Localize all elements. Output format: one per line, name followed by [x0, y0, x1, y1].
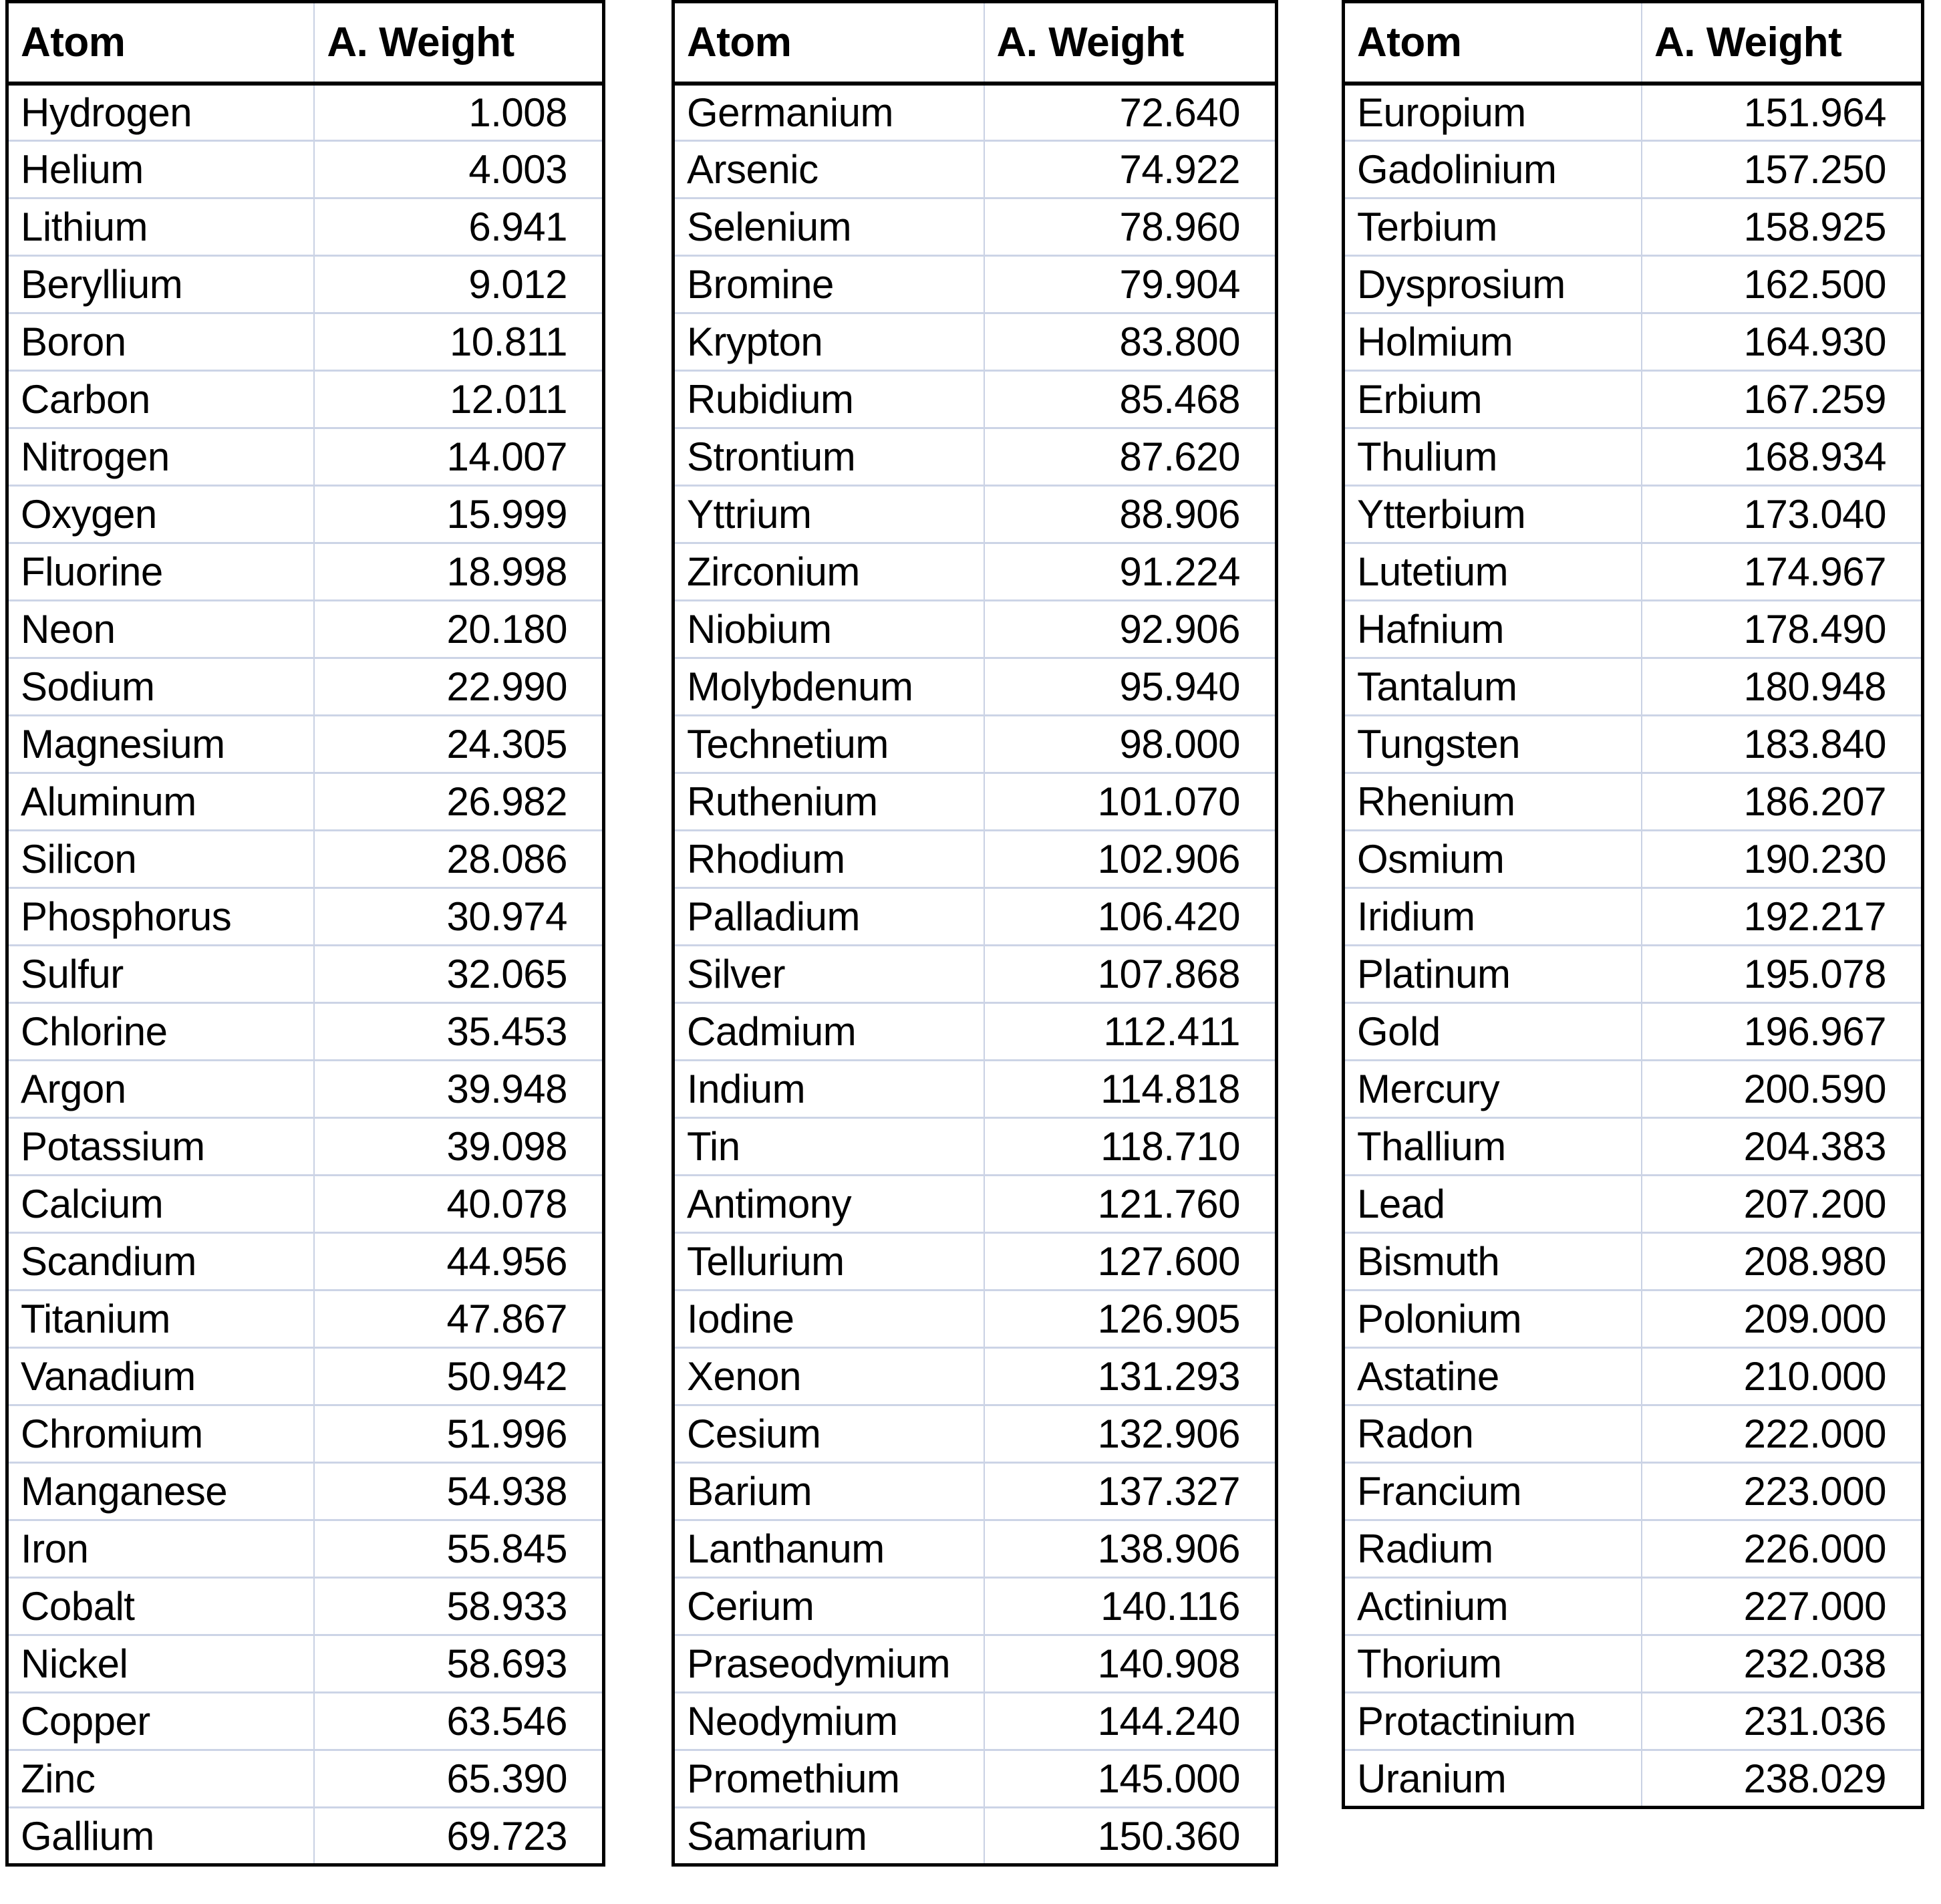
- atom-name-cell: Polonium: [1344, 1290, 1642, 1348]
- table-row: [7, 486, 604, 543]
- table-3-header: [1344, 2, 1923, 84]
- atomic-weight-cell: 106.420: [984, 888, 1277, 946]
- table-row: [1344, 888, 1923, 946]
- atom-name-cell: Bromine: [674, 256, 984, 313]
- table-row: [7, 198, 604, 256]
- atomic-weight-cell: 162.500: [1642, 256, 1923, 313]
- atom-name-cell: Magnesium: [7, 716, 315, 773]
- atomic-weight-cell: 207.200: [1642, 1176, 1923, 1233]
- atom-name-cell: Iodine: [674, 1290, 984, 1348]
- atomic-weight-cell: 208.980: [1642, 1233, 1923, 1290]
- atom-name-cell: Thallium: [1344, 1118, 1642, 1176]
- table-row: [1344, 1520, 1923, 1578]
- atom-name-cell: Thorium: [1344, 1635, 1642, 1693]
- atom-name-cell: Tantalum: [1344, 658, 1642, 716]
- atom-name-cell: Yttrium: [674, 486, 984, 543]
- atom-name-cell: Iron: [7, 1520, 315, 1578]
- atomic-weight-cell: 186.207: [1642, 773, 1923, 831]
- atomic-weight-cell: 4.003: [314, 141, 603, 198]
- table-row: [7, 1463, 604, 1520]
- table-row: [674, 1405, 1277, 1463]
- atom-name-cell: Vanadium: [7, 1348, 315, 1405]
- table-row: [1344, 141, 1923, 198]
- atomic-weight-cell: 150.360: [984, 1808, 1277, 1865]
- atom-name-cell: Aluminum: [7, 773, 315, 831]
- atom-name-cell: Potassium: [7, 1118, 315, 1176]
- table-row: [7, 1405, 604, 1463]
- atomic-weight-cell: 10.811: [314, 313, 603, 371]
- atom-name-cell: Ruthenium: [674, 773, 984, 831]
- table-row: [7, 1808, 604, 1865]
- atomic-weight-cell: 20.180: [314, 601, 603, 658]
- table-row: [1344, 84, 1923, 141]
- table-row: [7, 1233, 604, 1290]
- column-header-atomic-weight: A. Weight: [984, 2, 1277, 84]
- table-row: [1344, 1463, 1923, 1520]
- atomic-weight-cell: 85.468: [984, 371, 1277, 428]
- atomic-weight-cell: 87.620: [984, 428, 1277, 486]
- atomic-weight-cell: 167.259: [1642, 371, 1923, 428]
- atomic-weight-cell: 204.383: [1642, 1118, 1923, 1176]
- atomic-weight-cell: 54.938: [314, 1463, 603, 1520]
- table-row: [7, 1578, 604, 1635]
- table-row: [674, 543, 1277, 601]
- atomic-weight-cell: 178.490: [1642, 601, 1923, 658]
- table-3-body: [1344, 84, 1923, 1808]
- table-row: [674, 1520, 1277, 1578]
- atomic-weight-table-1: [5, 0, 605, 1867]
- table-row: [7, 1693, 604, 1750]
- atom-name-cell: Neodymium: [674, 1693, 984, 1750]
- atom-name-cell: Sulfur: [7, 946, 315, 1003]
- atomic-weight-cell: 195.078: [1642, 946, 1923, 1003]
- atom-name-cell: Astatine: [1344, 1348, 1642, 1405]
- atomic-weight-cell: 183.840: [1642, 716, 1923, 773]
- table-row: [674, 888, 1277, 946]
- atom-name-cell: Bismuth: [1344, 1233, 1642, 1290]
- table-row: [1344, 371, 1923, 428]
- table-row: [674, 198, 1277, 256]
- atomic-weight-cell: 102.906: [984, 831, 1277, 888]
- atom-name-cell: Oxygen: [7, 486, 315, 543]
- atom-name-cell: Zirconium: [674, 543, 984, 601]
- atomic-weight-cell: 40.078: [314, 1176, 603, 1233]
- atomic-weight-cell: 210.000: [1642, 1348, 1923, 1405]
- atomic-weight-cell: 12.011: [314, 371, 603, 428]
- atomic-weight-cell: 78.960: [984, 198, 1277, 256]
- atomic-weight-cell: 127.600: [984, 1233, 1277, 1290]
- atom-name-cell: Cesium: [674, 1405, 984, 1463]
- table-row: [1344, 946, 1923, 1003]
- table-row: [674, 1003, 1277, 1061]
- table-row: [1344, 1118, 1923, 1176]
- atom-name-cell: Nickel: [7, 1635, 315, 1693]
- atomic-weight-cell: 157.250: [1642, 141, 1923, 198]
- atomic-weight-cell: 137.327: [984, 1463, 1277, 1520]
- atomic-weight-cell: 55.845: [314, 1520, 603, 1578]
- atom-name-cell: Tellurium: [674, 1233, 984, 1290]
- atomic-weight-cell: 151.964: [1642, 84, 1923, 141]
- table-row: [7, 1118, 604, 1176]
- table-row: [7, 831, 604, 888]
- atomic-weight-cell: 174.967: [1642, 543, 1923, 601]
- column-header-atom: Atom: [674, 2, 984, 84]
- atom-name-cell: Beryllium: [7, 256, 315, 313]
- atomic-weight-cell: 196.967: [1642, 1003, 1923, 1061]
- table-2-body: [674, 84, 1277, 1865]
- atom-name-cell: Molybdenum: [674, 658, 984, 716]
- table-row: [674, 1635, 1277, 1693]
- table-row: [1344, 198, 1923, 256]
- atomic-weight-cell: 131.293: [984, 1348, 1277, 1405]
- atom-name-cell: Iridium: [1344, 888, 1642, 946]
- table-1-header: [7, 2, 604, 84]
- atomic-weight-cell: 58.693: [314, 1635, 603, 1693]
- atomic-weight-cell: 26.982: [314, 773, 603, 831]
- atom-name-cell: Cadmium: [674, 1003, 984, 1061]
- table-row: [674, 428, 1277, 486]
- table-row: [7, 1176, 604, 1233]
- table-row: [674, 831, 1277, 888]
- atom-name-cell: Manganese: [7, 1463, 315, 1520]
- atom-name-cell: Uranium: [1344, 1750, 1642, 1808]
- table-row: [7, 256, 604, 313]
- atom-name-cell: Mercury: [1344, 1061, 1642, 1118]
- atom-name-cell: Rhodium: [674, 831, 984, 888]
- atomic-weight-cell: 39.098: [314, 1118, 603, 1176]
- atomic-weight-table-3-wrapper: [1342, 0, 1924, 1809]
- atomic-weight-cell: 24.305: [314, 716, 603, 773]
- atom-name-cell: Gadolinium: [1344, 141, 1642, 198]
- table-row: [1344, 543, 1923, 601]
- atomic-weight-cell: 180.948: [1642, 658, 1923, 716]
- atom-name-cell: Technetium: [674, 716, 984, 773]
- atom-name-cell: Nitrogen: [7, 428, 315, 486]
- atomic-weight-cell: 50.942: [314, 1348, 603, 1405]
- atomic-weight-cell: 101.070: [984, 773, 1277, 831]
- atomic-weight-cell: 231.036: [1642, 1693, 1923, 1750]
- atomic-weight-cell: 35.453: [314, 1003, 603, 1061]
- table-row: [7, 428, 604, 486]
- table-row: [7, 1290, 604, 1348]
- atomic-weight-cell: 222.000: [1642, 1405, 1923, 1463]
- atomic-weight-cell: 140.908: [984, 1635, 1277, 1693]
- table-row: [7, 716, 604, 773]
- atomic-weight-cell: 227.000: [1642, 1578, 1923, 1635]
- table-row: [7, 141, 604, 198]
- table-row: [674, 1750, 1277, 1808]
- atomic-weight-cell: 1.008: [314, 84, 603, 141]
- atom-name-cell: Lanthanum: [674, 1520, 984, 1578]
- table-row: [1344, 831, 1923, 888]
- atom-name-cell: Praseodymium: [674, 1635, 984, 1693]
- atomic-weight-cell: 168.934: [1642, 428, 1923, 486]
- atomic-weight-cell: 69.723: [314, 1808, 603, 1865]
- atom-name-cell: Lithium: [7, 198, 315, 256]
- atom-name-cell: Carbon: [7, 371, 315, 428]
- atomic-weight-cell: 114.818: [984, 1061, 1277, 1118]
- atomic-weight-cell: 140.116: [984, 1578, 1277, 1635]
- atomic-weight-cell: 138.906: [984, 1520, 1277, 1578]
- atomic-weight-cell: 92.906: [984, 601, 1277, 658]
- table-row: [7, 371, 604, 428]
- atom-name-cell: Rubidium: [674, 371, 984, 428]
- table-row: [1344, 428, 1923, 486]
- atom-name-cell: Copper: [7, 1693, 315, 1750]
- atom-name-cell: Helium: [7, 141, 315, 198]
- table-row: [674, 1061, 1277, 1118]
- atomic-weight-table-3: [1342, 0, 1924, 1809]
- atom-name-cell: Boron: [7, 313, 315, 371]
- table-row: [674, 1808, 1277, 1865]
- atom-name-cell: Osmium: [1344, 831, 1642, 888]
- atomic-weight-cell: 145.000: [984, 1750, 1277, 1808]
- atom-name-cell: Protactinium: [1344, 1693, 1642, 1750]
- table-row: [7, 1635, 604, 1693]
- atomic-weight-cell: 98.000: [984, 716, 1277, 773]
- atomic-weight-cell: 107.868: [984, 946, 1277, 1003]
- atomic-weight-cell: 118.710: [984, 1118, 1277, 1176]
- atomic-weight-cell: 132.906: [984, 1405, 1277, 1463]
- atom-name-cell: Platinum: [1344, 946, 1642, 1003]
- table-row: [7, 1003, 604, 1061]
- column-header-atom: Atom: [7, 2, 315, 84]
- table-row: [1344, 658, 1923, 716]
- atom-name-cell: Radium: [1344, 1520, 1642, 1578]
- atomic-weight-cell: 238.029: [1642, 1750, 1923, 1808]
- atom-name-cell: Hydrogen: [7, 84, 315, 141]
- table-row: [1344, 716, 1923, 773]
- atom-name-cell: Europium: [1344, 84, 1642, 141]
- atom-name-cell: Chlorine: [7, 1003, 315, 1061]
- table-row: [7, 888, 604, 946]
- table-row: [674, 1233, 1277, 1290]
- atom-name-cell: Tin: [674, 1118, 984, 1176]
- table-row: [1344, 1233, 1923, 1290]
- atom-name-cell: Palladium: [674, 888, 984, 946]
- table-row: [7, 773, 604, 831]
- atomic-weight-cell: 88.906: [984, 486, 1277, 543]
- atom-name-cell: Hafnium: [1344, 601, 1642, 658]
- table-row: [1344, 601, 1923, 658]
- atom-name-cell: Promethium: [674, 1750, 984, 1808]
- atom-name-cell: Francium: [1344, 1463, 1642, 1520]
- atom-name-cell: Argon: [7, 1061, 315, 1118]
- table-row: [674, 716, 1277, 773]
- table-row: [674, 256, 1277, 313]
- table-row: [1344, 1348, 1923, 1405]
- atomic-weight-cell: 79.904: [984, 256, 1277, 313]
- atom-name-cell: Lead: [1344, 1176, 1642, 1233]
- table-row: [674, 658, 1277, 716]
- table-row: [1344, 1693, 1923, 1750]
- table-row: [674, 1118, 1277, 1176]
- table-row: [674, 1578, 1277, 1635]
- table-row: [674, 1463, 1277, 1520]
- atomic-weight-cell: 95.940: [984, 658, 1277, 716]
- atomic-weight-cell: 58.933: [314, 1578, 603, 1635]
- atomic-weight-cell: 112.411: [984, 1003, 1277, 1061]
- atomic-weight-cell: 14.007: [314, 428, 603, 486]
- atomic-weight-cell: 223.000: [1642, 1463, 1923, 1520]
- table-row: [7, 84, 604, 141]
- atomic-weight-cell: 9.012: [314, 256, 603, 313]
- atomic-weight-cell: 22.990: [314, 658, 603, 716]
- atom-name-cell: Dysprosium: [1344, 256, 1642, 313]
- table-row: [7, 601, 604, 658]
- table-row: [7, 543, 604, 601]
- atom-name-cell: Ytterbium: [1344, 486, 1642, 543]
- table-row: [1344, 1635, 1923, 1693]
- atom-name-cell: Rhenium: [1344, 773, 1642, 831]
- table-row: [1344, 1061, 1923, 1118]
- atom-name-cell: Radon: [1344, 1405, 1642, 1463]
- table-row: [7, 946, 604, 1003]
- table-row: [674, 313, 1277, 371]
- atom-name-cell: Xenon: [674, 1348, 984, 1405]
- atom-name-cell: Terbium: [1344, 198, 1642, 256]
- atom-name-cell: Chromium: [7, 1405, 315, 1463]
- atom-name-cell: Silver: [674, 946, 984, 1003]
- atomic-weight-cell: 126.905: [984, 1290, 1277, 1348]
- table-row: [1344, 1290, 1923, 1348]
- table-row: [7, 1061, 604, 1118]
- atom-name-cell: Indium: [674, 1061, 984, 1118]
- atomic-weight-cell: 91.224: [984, 543, 1277, 601]
- atom-name-cell: Phosphorus: [7, 888, 315, 946]
- atomic-weight-cell: 173.040: [1642, 486, 1923, 543]
- table-row: [674, 141, 1277, 198]
- atomic-weight-cell: 30.974: [314, 888, 603, 946]
- table-row: [674, 946, 1277, 1003]
- atom-name-cell: Barium: [674, 1463, 984, 1520]
- table-row: [674, 773, 1277, 831]
- atomic-weight-cell: 158.925: [1642, 198, 1923, 256]
- atom-name-cell: Thulium: [1344, 428, 1642, 486]
- atom-name-cell: Gold: [1344, 1003, 1642, 1061]
- table-row: [1344, 1003, 1923, 1061]
- atomic-weight-cell: 232.038: [1642, 1635, 1923, 1693]
- table-row: [1344, 1578, 1923, 1635]
- atom-name-cell: Gallium: [7, 1808, 315, 1865]
- table-row: [674, 486, 1277, 543]
- table-row: [674, 601, 1277, 658]
- atomic-weight-cell: 15.999: [314, 486, 603, 543]
- header-row: [1344, 2, 1923, 84]
- atom-name-cell: Germanium: [674, 84, 984, 141]
- atomic-weight-cell: 200.590: [1642, 1061, 1923, 1118]
- atom-name-cell: Titanium: [7, 1290, 315, 1348]
- table-row: [674, 1693, 1277, 1750]
- atomic-weight-cell: 6.941: [314, 198, 603, 256]
- atomic-weight-cell: 39.948: [314, 1061, 603, 1118]
- atom-name-cell: Arsenic: [674, 141, 984, 198]
- table-row: [674, 1290, 1277, 1348]
- table-row: [1344, 486, 1923, 543]
- atom-name-cell: Selenium: [674, 198, 984, 256]
- table-row: [1344, 256, 1923, 313]
- table-row: [674, 1348, 1277, 1405]
- table-row: [7, 1750, 604, 1808]
- table-row: [1344, 1750, 1923, 1808]
- atom-name-cell: Scandium: [7, 1233, 315, 1290]
- atomic-weight-cell: 74.922: [984, 141, 1277, 198]
- column-header-atomic-weight: A. Weight: [1642, 2, 1923, 84]
- atom-name-cell: Strontium: [674, 428, 984, 486]
- column-header-atom: Atom: [1344, 2, 1642, 84]
- atomic-weight-cell: 209.000: [1642, 1290, 1923, 1348]
- atom-name-cell: Fluorine: [7, 543, 315, 601]
- table-row: [7, 658, 604, 716]
- table-row: [674, 1176, 1277, 1233]
- atom-name-cell: Calcium: [7, 1176, 315, 1233]
- atom-name-cell: Silicon: [7, 831, 315, 888]
- atomic-weight-cell: 28.086: [314, 831, 603, 888]
- table-2-header: [674, 2, 1277, 84]
- atom-name-cell: Antimony: [674, 1176, 984, 1233]
- atomic-weight-cell: 72.640: [984, 84, 1277, 141]
- atom-name-cell: Niobium: [674, 601, 984, 658]
- atomic-weight-cell: 32.065: [314, 946, 603, 1003]
- atomic-weight-table-2: [671, 0, 1278, 1867]
- atomic-weight-cell: 144.240: [984, 1693, 1277, 1750]
- atomic-weight-cell: 44.956: [314, 1233, 603, 1290]
- atom-name-cell: Sodium: [7, 658, 315, 716]
- atomic-weight-cell: 65.390: [314, 1750, 603, 1808]
- atomic-weight-cell: 51.996: [314, 1405, 603, 1463]
- table-row: [1344, 1176, 1923, 1233]
- atomic-weight-cell: 121.760: [984, 1176, 1277, 1233]
- header-row: [674, 2, 1277, 84]
- atom-name-cell: Lutetium: [1344, 543, 1642, 601]
- atom-name-cell: Holmium: [1344, 313, 1642, 371]
- atom-name-cell: Zinc: [7, 1750, 315, 1808]
- table-row: [1344, 313, 1923, 371]
- table-row: [7, 1520, 604, 1578]
- atomic-weight-cell: 192.217: [1642, 888, 1923, 946]
- atomic-weight-table-1-wrapper: [5, 0, 605, 1867]
- atomic-weight-cell: 190.230: [1642, 831, 1923, 888]
- table-row: [1344, 773, 1923, 831]
- atomic-weight-cell: 164.930: [1642, 313, 1923, 371]
- table-row: [7, 313, 604, 371]
- atomic-weight-cell: 83.800: [984, 313, 1277, 371]
- atom-name-cell: Erbium: [1344, 371, 1642, 428]
- atom-name-cell: Samarium: [674, 1808, 984, 1865]
- atom-name-cell: Krypton: [674, 313, 984, 371]
- table-row: [674, 371, 1277, 428]
- column-header-atomic-weight: A. Weight: [314, 2, 603, 84]
- atom-name-cell: Actinium: [1344, 1578, 1642, 1635]
- atom-name-cell: Cobalt: [7, 1578, 315, 1635]
- atomic-weight-cell: 63.546: [314, 1693, 603, 1750]
- atom-name-cell: Neon: [7, 601, 315, 658]
- atomic-weight-cell: 226.000: [1642, 1520, 1923, 1578]
- table-row: [1344, 1405, 1923, 1463]
- atomic-weight-cell: 18.998: [314, 543, 603, 601]
- table-1-body: [7, 84, 604, 1865]
- atom-name-cell: Tungsten: [1344, 716, 1642, 773]
- table-row: [674, 84, 1277, 141]
- table-row: [7, 1348, 604, 1405]
- atom-name-cell: Cerium: [674, 1578, 984, 1635]
- atomic-weight-cell: 47.867: [314, 1290, 603, 1348]
- atomic-weight-table-2-wrapper: [671, 0, 1278, 1867]
- header-row: [7, 2, 604, 84]
